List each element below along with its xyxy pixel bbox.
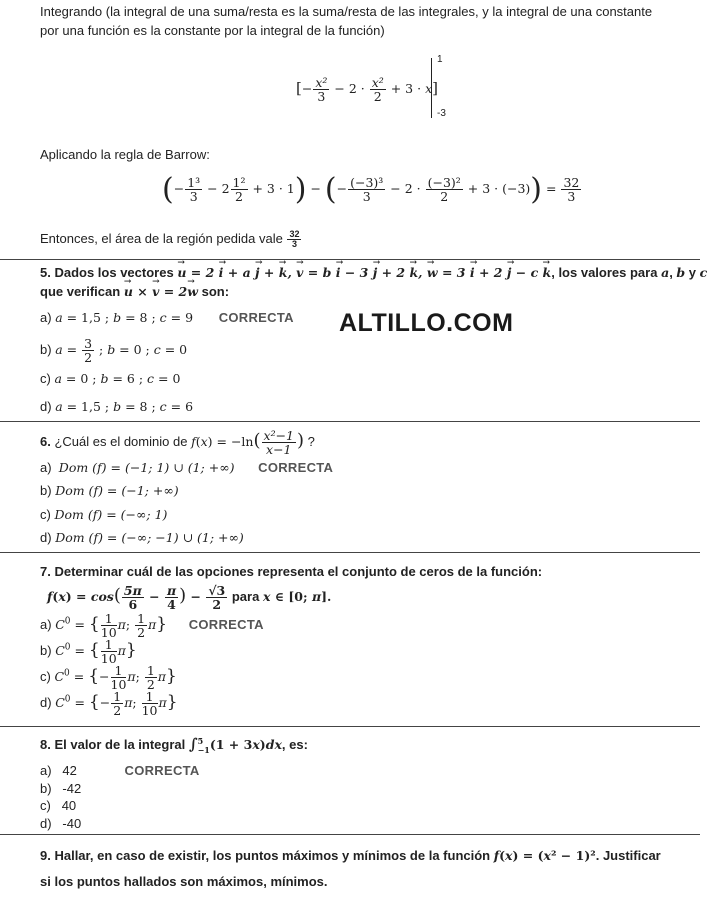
option-label: d) xyxy=(40,816,52,831)
option-value: Dom (f) = (−∞; 1) xyxy=(54,507,168,522)
option-label: b) xyxy=(40,483,52,498)
barrow-result-num: 32 xyxy=(563,174,580,190)
q9-tail: . Justificar xyxy=(595,848,661,863)
option-label: a) xyxy=(40,460,52,475)
area-den: 3 xyxy=(291,239,297,250)
option-label: d) xyxy=(40,695,52,711)
q7-option-d[interactable]: d) $C^0$ = {− $\frac{1}{2}$ π; $\frac{1}{10}$ π} xyxy=(40,689,178,719)
antiderivative-expression: [− $\frac{\text{x²}}{3}$ − 2 · $\frac{\text{x²}}{2}$ + 3 · x] xyxy=(296,75,438,105)
barrow-expression: (− $\frac{\text{1³}}{3}$ − 2 $\frac{\text{1²}}{2}$ + 3 · 1) − (− $\frac{\text{(−3)³}}{3}$ − 2 · $\frac{\text{(−3)²}}{2}$ + 3 · (−3)) = $\frac{32}{3}$ xyxy=(162,172,580,207)
q7-prompt xyxy=(40,562,542,581)
q8-option-a[interactable] xyxy=(40,761,200,780)
correct-badge: CORRECTA xyxy=(124,763,200,778)
q9-number: 9. xyxy=(40,848,51,863)
q8-prompt: 8. El valor de la integral ∫ 5 −1 (1 + 3x)dx, es: xyxy=(40,735,308,755)
correct-badge: CORRECTA xyxy=(258,460,334,475)
option-label: c) xyxy=(40,669,51,685)
q6-option-c[interactable] xyxy=(40,505,167,524)
option-value: -40 xyxy=(62,816,82,831)
option-label: d) xyxy=(40,530,52,545)
q5-option-b[interactable]: b) a = $\frac{3}{2}$ ; b = 0 ; c = 0 xyxy=(40,336,188,366)
evaluation-bar xyxy=(431,58,432,118)
q5-tail-1: , los valores para xyxy=(551,265,658,280)
divider xyxy=(0,421,700,422)
q9-text: Hallar, en caso de existir, los puntos máximos y mínimos de la función xyxy=(54,848,491,863)
area-statement xyxy=(40,229,302,250)
q5-prompt-line-2: que verifican → u × → v = 2→ w son: xyxy=(40,282,229,301)
area-num: 32 xyxy=(289,228,300,239)
q8-tail: , es: xyxy=(281,737,308,752)
q7-option-a[interactable]: a) $C^0$ = { $\frac{1}{10}$ π; $\frac{1}{2}$ π} CORRECTA xyxy=(40,611,264,641)
option-label: b) xyxy=(40,781,52,796)
correct-badge: CORRECTA xyxy=(188,617,264,633)
q6-number: 6. xyxy=(40,434,51,450)
divider xyxy=(0,726,700,727)
area-text: Entonces, el área de la región pedida vale xyxy=(40,231,283,246)
q7-for: para xyxy=(231,589,260,605)
q7-function: f(x) = cos( $\frac{5\pi}{6}$ − $\frac{\pi}{4}$ ) − $\frac{√3}{2}$ para x ∈ [0; π]. xyxy=(47,583,332,613)
q7-option-c[interactable]: c) $C^0$ = {− $\frac{1}{10}$ π; $\frac{1}{2}$ π} xyxy=(40,663,177,693)
q5-option-a[interactable]: a) a = 1,5 ; b = 8 ; c = 9 CORRECTA xyxy=(40,310,294,325)
q7-option-b[interactable]: b) $C^0$ = { $\frac{1}{10}$ π} xyxy=(40,637,137,667)
q5-tail-2: que verifican xyxy=(40,284,121,299)
option-label: c) xyxy=(40,798,51,813)
option-label: d) xyxy=(40,399,52,414)
q8-option-c[interactable] xyxy=(40,796,76,815)
barrow-result-den: 3 xyxy=(567,189,576,204)
q7-text: Determinar cuál de las opciones representa el conjunto de ceros de la función: xyxy=(54,564,543,579)
barrow-label: Aplicando la regla de Barrow: xyxy=(40,147,210,162)
option-value: Dom (f) = (−∞; −1) ∪ (1; +∞) xyxy=(55,530,244,545)
q6-prompt: 6. ¿Cuál es el dominio de f(x) = −ln( $\frac{\text{x²−1}}{x-1}$ ) ? xyxy=(40,428,315,458)
option-label: a) xyxy=(40,310,52,325)
q9-prompt-line-2: si los puntos hallados son máximos, mínimos. xyxy=(40,874,328,889)
q6-option-d[interactable] xyxy=(40,528,244,547)
divider xyxy=(0,552,700,553)
option-label: b) xyxy=(40,342,52,358)
q6-option-b[interactable] xyxy=(40,481,179,500)
q5-intro: Dados los vectores xyxy=(54,265,174,280)
upper-bound: 1 xyxy=(437,54,443,65)
q5-option-d[interactable]: d) a = 1,5 ; b = 8 ; c = 6 xyxy=(40,399,194,414)
option-label: c) xyxy=(40,507,51,522)
q5-prompt-line-1: 5. Dados los vectores → u = 2 → i + a → j + → k, → v = b → i − 3 → j + 2 → k, → w = 3 → i + 2 → j − c → k, los valores para a, b y c xyxy=(40,263,707,282)
option-value: 42 xyxy=(62,763,77,778)
option-label: b) xyxy=(40,643,52,659)
option-value: -42 xyxy=(62,781,82,796)
q8-text: El valor de la integral xyxy=(54,737,186,752)
q5-number: 5. xyxy=(40,265,51,280)
q5-option-c[interactable]: c) a = 0 ; b = 6 ; c = 0 xyxy=(40,371,181,386)
correct-badge: CORRECTA xyxy=(218,310,294,325)
q6-text: ¿Cuál es el dominio de xyxy=(54,434,188,450)
q8-option-d[interactable] xyxy=(40,814,81,833)
intro-line-2: por una función es la constante por la integral de la función) xyxy=(40,23,385,38)
divider xyxy=(0,259,700,260)
q5-tail-3: son: xyxy=(201,284,230,299)
watermark-logo: ALTILLO.COM xyxy=(339,309,514,337)
option-value: Dom (f) = (−1; 1) ∪ (1; +∞) xyxy=(58,460,235,475)
option-label: c) xyxy=(40,371,51,386)
option-value: 40 xyxy=(61,798,77,813)
intro-line-1: Integrando (la integral de una suma/resta es la suma/resta de las integrales, y la integral de una constante xyxy=(40,4,653,19)
q9-prompt-line-1: 9. Hallar, en caso de existir, los puntos máximos y mínimos de la función f(x) = (x² − 1)². Justificar xyxy=(40,848,661,863)
q6-qmark: ? xyxy=(307,434,315,450)
lower-bound: -3 xyxy=(437,108,446,119)
q8-number: 8. xyxy=(40,737,51,752)
q6-option-a[interactable] xyxy=(40,458,333,477)
option-label: a) xyxy=(40,617,52,633)
option-label: a) xyxy=(40,763,52,778)
divider xyxy=(0,834,700,835)
option-value: Dom (f) = (−1; +∞) xyxy=(55,483,179,498)
q7-number: 7. xyxy=(40,564,51,579)
